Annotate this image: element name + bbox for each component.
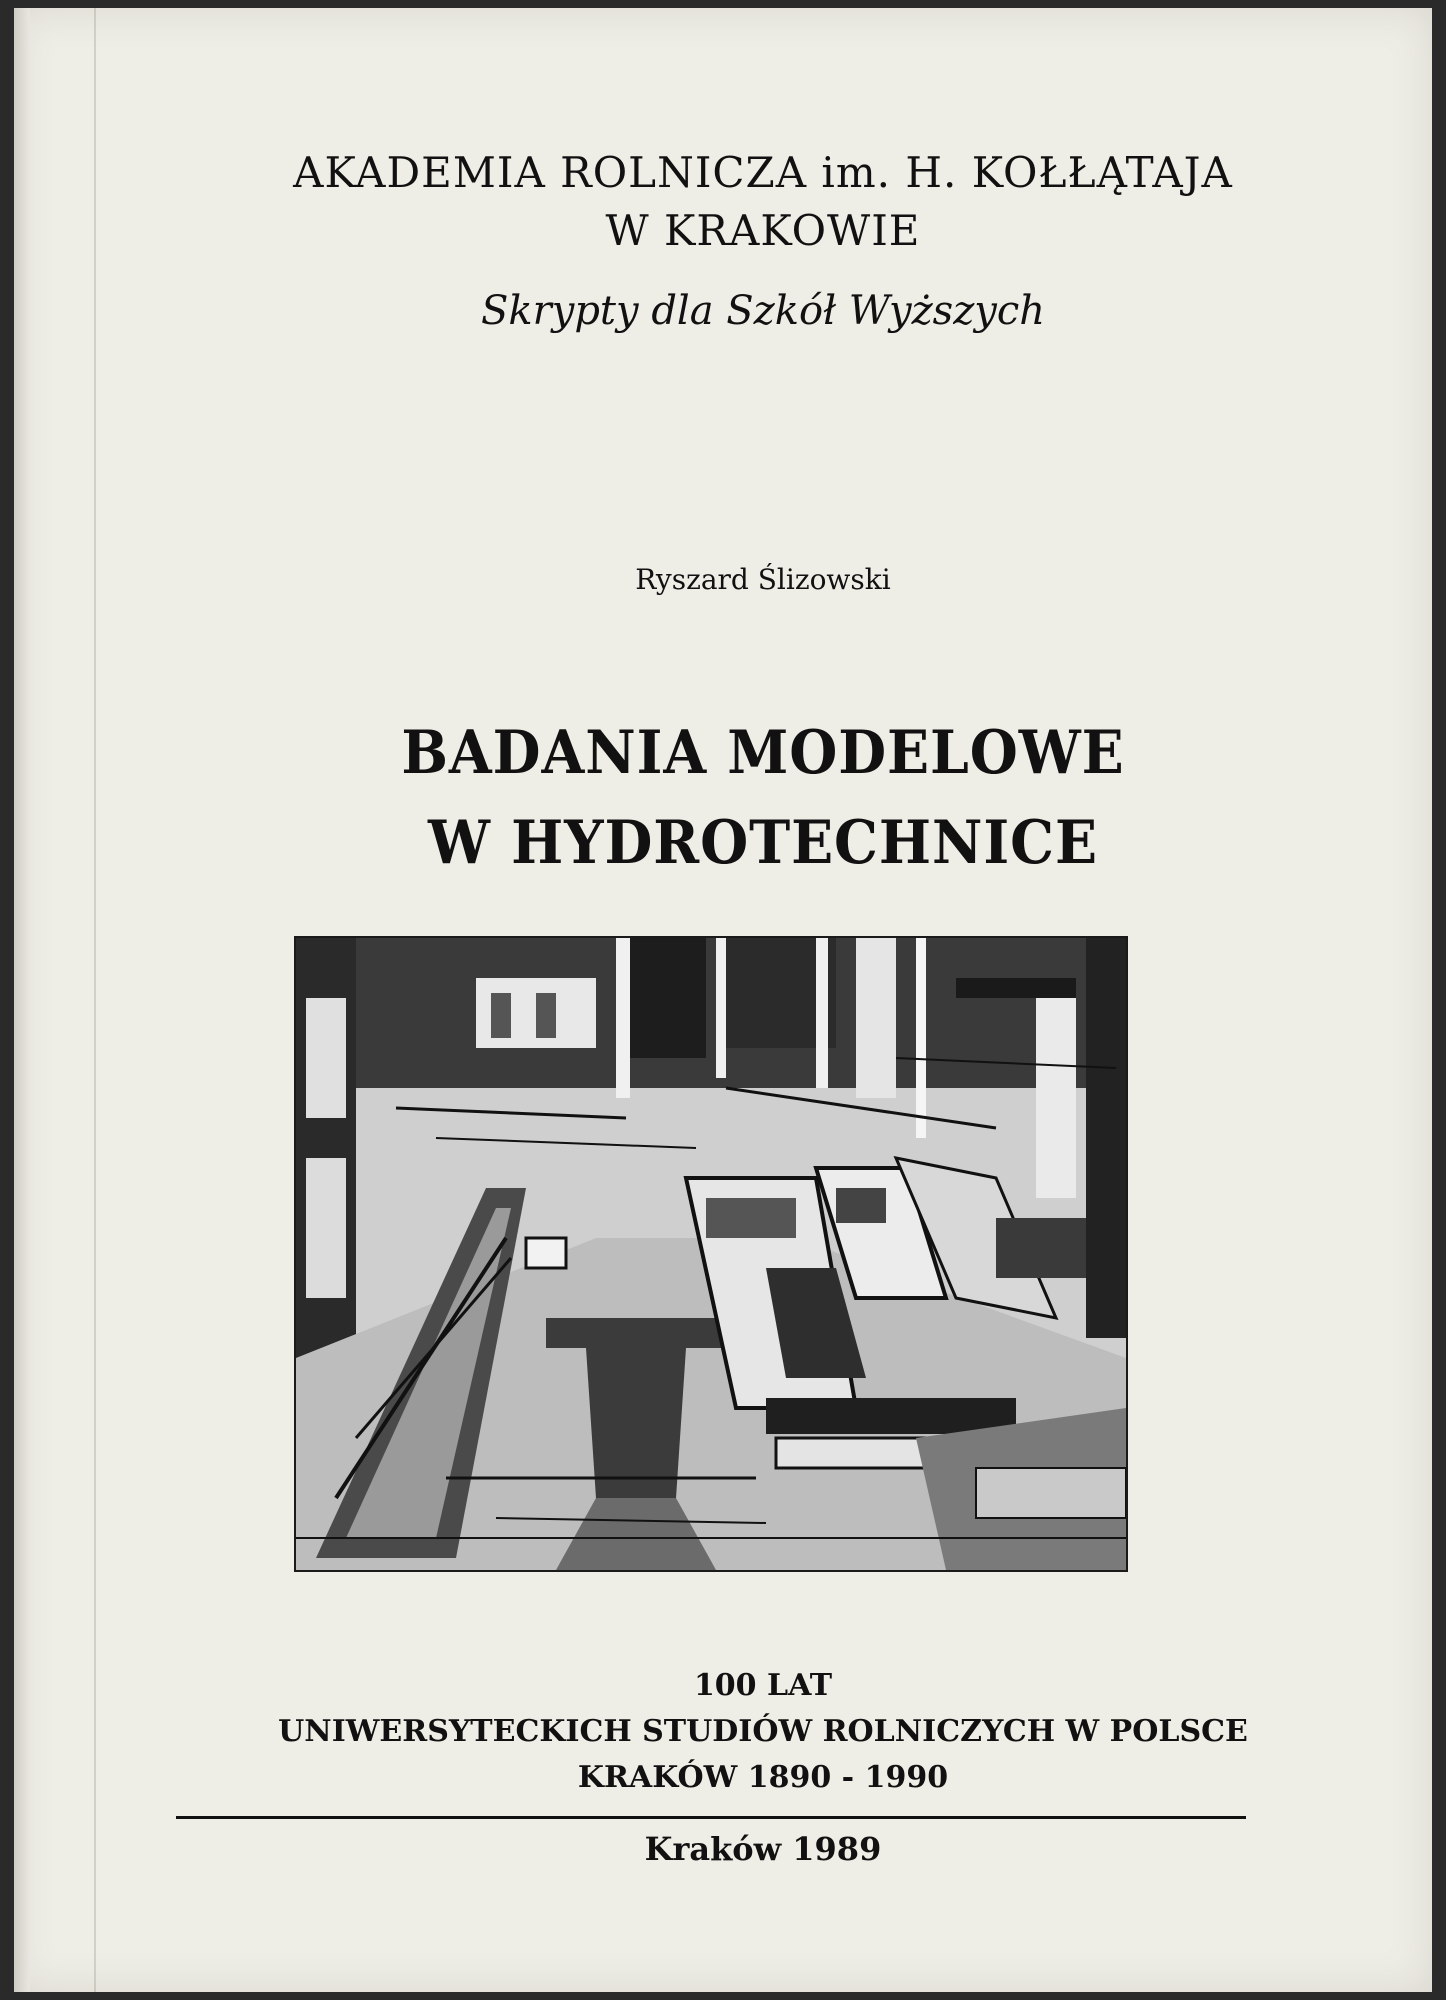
book-title-line1: BADANIA MODELOWE xyxy=(401,718,1125,788)
horizontal-divider xyxy=(176,1816,1246,1819)
anniversary-line-3: KRAKÓW 1890 - 1990 xyxy=(577,1760,949,1795)
author-name: Ryszard Ślizowski xyxy=(635,563,891,596)
series-name: Skrypty dla Szkół Wyższych xyxy=(480,288,1046,334)
laboratory-photo-illustration xyxy=(296,938,1126,1570)
book-title-line2: W HYDROTECHNICE xyxy=(428,808,1098,878)
publication-place-year: Kraków 1989 xyxy=(644,1830,882,1868)
institution-city: W KRAKOWIE xyxy=(605,206,921,255)
book-cover xyxy=(14,8,1432,1992)
hydraulic-laboratory-photo xyxy=(294,936,1128,1572)
anniversary-line-2: UNIWERSYTECKICH STUDIÓW ROLNICZYCH W POLSCE xyxy=(278,1714,1248,1749)
anniversary-line-1: 100 LAT xyxy=(693,1668,833,1703)
institution-name: AKADEMIA ROLNICZA im. H. KOŁŁĄTAJA xyxy=(293,148,1233,197)
cover-spine-edge xyxy=(14,8,30,1992)
